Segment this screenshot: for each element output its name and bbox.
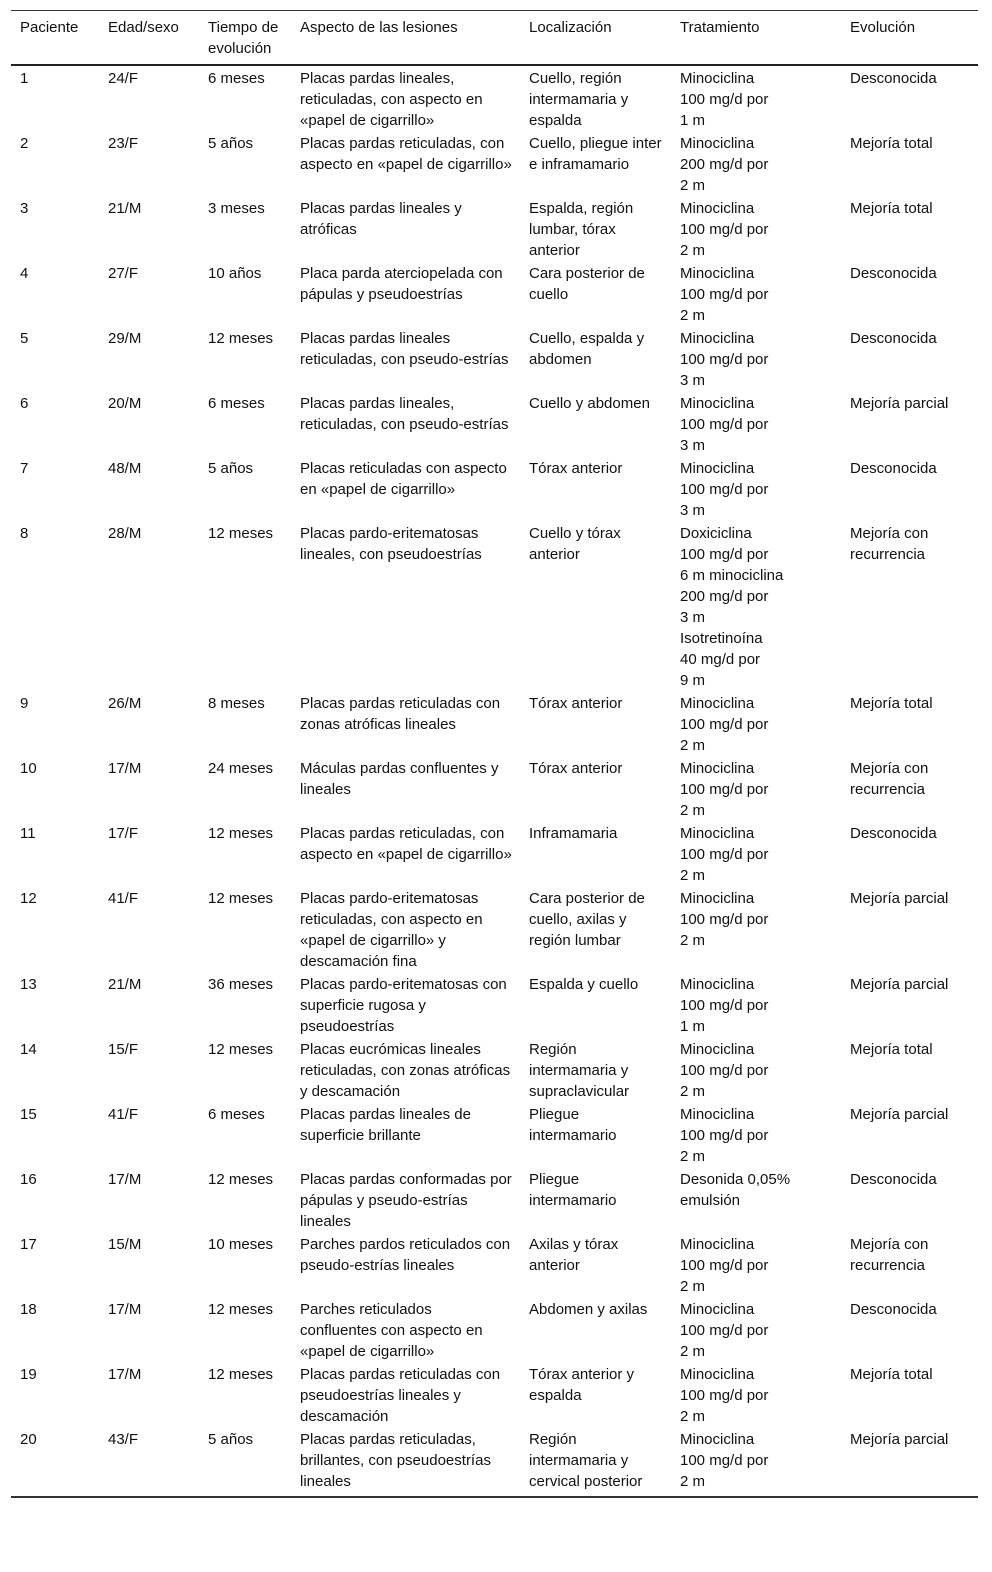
treatment-line: 2 m <box>680 867 706 884</box>
treatment-line: 100 mg/d por <box>680 1322 769 1339</box>
treatment-line: 2 m <box>680 1083 706 1100</box>
table-row <box>11 1038 978 1103</box>
table-row <box>11 1298 978 1363</box>
table-row <box>11 327 978 392</box>
cell-time: 3 meses <box>208 200 265 217</box>
cell-location: Tórax anterior <box>529 460 623 477</box>
treatment-line: Minociclina <box>680 70 755 87</box>
treatment-line: Minociclina <box>680 265 755 282</box>
cell-aspect: Placas pardas lineales, reticuladas, con pseudo-estrías <box>300 395 509 433</box>
treatment-line: Minociclina <box>680 460 755 477</box>
cell-aspect: Placas eucrómicas lineales reticuladas, con zonas atróficas y descamación <box>300 1041 511 1100</box>
treatment-line: 3 m <box>680 372 706 389</box>
cell-location: Espalda, región lumbar, tórax anterior <box>529 200 634 259</box>
cell-outcome: Mejoría total <box>850 695 933 712</box>
table-row <box>11 1428 978 1497</box>
cell-aspect: Placas pardo-eritematosas con superficie rugosa y pseudoestrías <box>300 976 507 1035</box>
treatment-line: 2 m <box>680 802 706 819</box>
cell-time: 12 meses <box>208 890 274 907</box>
cell-outcome: Mejoría con recurrencia <box>850 760 929 798</box>
cell-location: Cuello y tórax anterior <box>529 525 621 563</box>
cell-patient: 10 <box>20 760 37 777</box>
cell-aspect: Placas pardas reticuladas, con aspecto en «papel de cigarrillo» <box>300 135 512 173</box>
treatment-line: 100 mg/d por <box>680 1062 769 1079</box>
treatment-line: Minociclina <box>680 695 755 712</box>
cell-time: 5 años <box>208 1431 254 1448</box>
treatment-line: Minociclina <box>680 330 755 347</box>
table-row <box>11 887 978 973</box>
treatment-line: 100 mg/d por <box>680 781 769 798</box>
cell-location: Tórax anterior <box>529 760 623 777</box>
cell-location: Región intermamaria y supraclavicular <box>529 1041 630 1100</box>
cell-patient: 12 <box>20 890 37 907</box>
table-row <box>11 197 978 262</box>
treatment-line: 3 m <box>680 502 706 519</box>
table-row <box>11 65 978 132</box>
treatment-line: Minociclina <box>680 1041 755 1058</box>
treatment-line: 100 mg/d por <box>680 911 769 928</box>
cell-age-sex: 41/F <box>108 890 139 907</box>
cell-treatment <box>671 822 841 887</box>
treatment-line: 2 m <box>680 737 706 754</box>
cell-patient: 18 <box>20 1301 37 1318</box>
cell-aspect: Placas pardas lineales de superficie brillante <box>300 1106 471 1144</box>
treatment-line: Doxiciclina <box>680 525 752 542</box>
treatment-line: 2 m <box>680 242 706 259</box>
treatment-line: 200 mg/d por <box>680 156 769 173</box>
cell-time: 6 meses <box>208 1106 265 1123</box>
treatment-line: 100 mg/d por <box>680 351 769 368</box>
cell-age-sex: 23/F <box>108 135 139 152</box>
treatment-line: 100 mg/d por <box>680 1452 769 1469</box>
cell-time: 6 meses <box>208 70 265 87</box>
treatment-line: 2 m <box>680 1343 706 1360</box>
cell-time: 36 meses <box>208 976 274 993</box>
cell-age-sex: 15/M <box>108 1236 142 1253</box>
table-header <box>11 11 978 66</box>
cell-outcome: Desconocida <box>850 70 937 87</box>
cell-aspect: Placas pardas reticuladas con pseudoestrías lineales y descamación <box>300 1366 501 1425</box>
cell-age-sex: 21/M <box>108 976 142 993</box>
treatment-line: 100 mg/d por <box>680 91 769 108</box>
cell-age-sex: 28/M <box>108 525 142 542</box>
treatment-line: 2 m <box>680 932 706 949</box>
treatment-line: Minociclina <box>680 200 755 217</box>
cell-patient: 19 <box>20 1366 37 1383</box>
treatment-line: 9 m <box>680 672 706 689</box>
cell-patient: 20 <box>20 1431 37 1448</box>
cell-patient: 5 <box>20 330 29 347</box>
cell-time: 12 meses <box>208 525 274 542</box>
cell-time: 5 años <box>208 460 254 477</box>
cell-location: Región intermamaria y cervical posterior <box>529 1431 643 1490</box>
cell-treatment <box>671 65 841 132</box>
cell-treatment <box>671 262 841 327</box>
table-body <box>11 65 978 1497</box>
cell-age-sex: 48/M <box>108 460 142 477</box>
cell-time: 6 meses <box>208 395 265 412</box>
cell-patient: 15 <box>20 1106 37 1123</box>
cell-outcome: Mejoría parcial <box>850 1106 949 1123</box>
cell-aspect: Parches pardos reticulados con pseudo-estrías lineales <box>300 1236 511 1274</box>
treatment-line: 100 mg/d por <box>680 221 769 238</box>
cell-patient: 6 <box>20 395 29 412</box>
cell-patient: 11 <box>20 825 36 842</box>
cell-outcome: Desconocida <box>850 265 937 282</box>
treatment-line: Isotretinoína <box>680 630 763 647</box>
header-aspect: Aspecto de las lesiones <box>300 19 458 36</box>
cell-outcome: Mejoría total <box>850 135 933 152</box>
cell-age-sex: 20/M <box>108 395 142 412</box>
treatment-line: 2 m <box>680 307 706 324</box>
cell-time: 8 meses <box>208 695 265 712</box>
cell-time: 5 años <box>208 135 254 152</box>
cell-location: Pliegue intermamario <box>529 1171 617 1209</box>
treatment-line: 100 mg/d por <box>680 1257 769 1274</box>
cell-location: Tórax anterior <box>529 695 623 712</box>
table-row <box>11 1103 978 1168</box>
table-row <box>11 822 978 887</box>
treatment-line: 100 mg/d por <box>680 1127 769 1144</box>
cell-treatment <box>671 1168 841 1233</box>
cell-location: Axilas y tórax anterior <box>529 1236 619 1274</box>
treatment-line: Minociclina <box>680 1431 755 1448</box>
cell-aspect: Placas pardas conformadas por pápulas y pseudo-estrías lineales <box>300 1171 512 1230</box>
cell-treatment <box>671 392 841 457</box>
treatment-line: 6 m minociclina <box>680 567 784 584</box>
cell-patient: 16 <box>20 1171 37 1188</box>
treatment-line: Minociclina <box>680 825 755 842</box>
treatment-line: 3 m <box>680 437 706 454</box>
treatment-line: 2 m <box>680 177 706 194</box>
table-row <box>11 1168 978 1233</box>
treatment-line: 100 mg/d por <box>680 997 769 1014</box>
treatment-line: Minociclina <box>680 1366 755 1383</box>
cell-age-sex: 17/M <box>108 1366 142 1383</box>
cell-aspect: Placas pardas lineales, reticuladas, con aspecto en «papel de cigarrillo» <box>300 70 483 129</box>
table-row <box>11 1363 978 1428</box>
cell-age-sex: 17/M <box>108 1171 142 1188</box>
cell-treatment <box>671 327 841 392</box>
cell-treatment <box>671 1298 841 1363</box>
table-row <box>11 692 978 757</box>
cell-outcome: Mejoría parcial <box>850 395 949 412</box>
cell-patient: 13 <box>20 976 37 993</box>
cell-aspect: Placas pardo-eritematosas lineales, con pseudoestrías <box>300 525 482 563</box>
cell-treatment <box>671 692 841 757</box>
cell-outcome: Mejoría parcial <box>850 890 949 907</box>
cell-aspect: Parches reticulados confluentes con aspecto en «papel de cigarrillo» <box>300 1301 483 1360</box>
treatment-line: 100 mg/d por <box>680 846 769 863</box>
cell-time: 12 meses <box>208 1041 274 1058</box>
cell-aspect: Placas reticuladas con aspecto en «papel de cigarrillo» <box>300 460 507 498</box>
cell-age-sex: 29/M <box>108 330 142 347</box>
treatment-line: 2 m <box>680 1278 706 1295</box>
cell-patient: 8 <box>20 525 29 542</box>
cell-age-sex: 15/F <box>108 1041 139 1058</box>
table-row <box>11 392 978 457</box>
cell-location: Inframamaria <box>529 825 618 842</box>
cell-age-sex: 24/F <box>108 70 139 87</box>
cell-time: 12 meses <box>208 1171 274 1188</box>
header-outcome: Evolución <box>850 19 916 36</box>
cell-time: 10 meses <box>208 1236 274 1253</box>
treatment-line: 2 m <box>680 1473 706 1490</box>
treatment-line: 100 mg/d por <box>680 546 769 563</box>
cell-outcome: Mejoría con recurrencia <box>850 1236 929 1274</box>
treatment-line: 40 mg/d por <box>680 651 761 668</box>
cell-patient: 1 <box>20 70 29 87</box>
cell-location: Pliegue intermamario <box>529 1106 617 1144</box>
header-location: Localización <box>529 19 612 36</box>
cell-age-sex: 26/M <box>108 695 142 712</box>
treatment-line: 200 mg/d por <box>680 588 769 605</box>
cell-treatment <box>671 197 841 262</box>
cell-treatment <box>671 132 841 197</box>
cell-outcome: Desconocida <box>850 460 937 477</box>
cell-time: 10 años <box>208 265 262 282</box>
header-treatment: Tratamiento <box>680 19 760 36</box>
cell-location: Espalda y cuello <box>529 976 639 993</box>
cell-location: Cara posterior de cuello, axilas y región lumbar <box>529 890 645 949</box>
treatment-line: 2 m <box>680 1148 706 1165</box>
cell-age-sex: 27/F <box>108 265 139 282</box>
treatment-line: Desonida 0,05% emulsión <box>680 1171 795 1209</box>
cell-age-sex: 17/M <box>108 1301 142 1318</box>
treatment-line: 100 mg/d por <box>680 481 769 498</box>
cell-outcome: Mejoría total <box>850 1366 933 1383</box>
header-patient: Paciente <box>20 19 79 36</box>
cell-treatment <box>671 1038 841 1103</box>
cell-time: 12 meses <box>208 1366 274 1383</box>
treatment-line: 100 mg/d por <box>680 716 769 733</box>
treatment-line: 2 m <box>680 1408 706 1425</box>
cell-outcome: Desconocida <box>850 825 937 842</box>
cell-age-sex: 17/F <box>108 825 139 842</box>
cell-treatment <box>671 887 841 973</box>
treatment-line: Minociclina <box>680 135 755 152</box>
cell-age-sex: 21/M <box>108 200 142 217</box>
cell-outcome: Mejoría con recurrencia <box>850 525 929 563</box>
cell-outcome: Desconocida <box>850 1171 937 1188</box>
cell-treatment <box>671 1428 841 1497</box>
cell-outcome: Mejoría total <box>850 200 933 217</box>
cell-outcome: Mejoría parcial <box>850 976 949 993</box>
cell-aspect: Placas pardas lineales reticuladas, con pseudo-estrías <box>300 330 509 368</box>
cell-time: 12 meses <box>208 825 274 842</box>
cell-patient: 3 <box>20 200 29 217</box>
patients-table <box>11 10 978 1498</box>
treatment-line: 100 mg/d por <box>680 1387 769 1404</box>
cell-outcome: Mejoría total <box>850 1041 933 1058</box>
cell-aspect: Placa parda aterciopelada con pápulas y pseudoestrías <box>300 265 503 303</box>
table-row <box>11 973 978 1038</box>
cell-location: Cara posterior de cuello <box>529 265 645 303</box>
cell-aspect: Placas pardas lineales y atróficas <box>300 200 462 238</box>
cell-location: Tórax anterior y espalda <box>529 1366 635 1404</box>
cell-patient: 7 <box>20 460 29 477</box>
cell-location: Cuello y abdomen <box>529 395 650 412</box>
cell-time: 12 meses <box>208 1301 274 1318</box>
cell-location: Cuello, región intermamaria y espalda <box>529 70 629 129</box>
header-age-sex: Edad/sexo <box>108 19 179 36</box>
cell-aspect: Máculas pardas confluentes y lineales <box>300 760 499 798</box>
cell-treatment <box>671 757 841 822</box>
treatment-line: 3 m <box>680 609 706 626</box>
cell-location: Abdomen y axilas <box>529 1301 648 1318</box>
cell-aspect: Placas pardo-eritematosas reticuladas, con aspecto en «papel de cigarrillo» y descamación fina <box>300 890 483 970</box>
cell-time: 24 meses <box>208 760 274 777</box>
treatment-line: Minociclina <box>680 976 755 993</box>
table-row <box>11 757 978 822</box>
treatment-line: Minociclina <box>680 1301 755 1318</box>
cell-age-sex: 41/F <box>108 1106 139 1123</box>
treatment-line: Minociclina <box>680 890 755 907</box>
treatment-line: 100 mg/d por <box>680 416 769 433</box>
cell-treatment <box>671 1363 841 1428</box>
cell-age-sex: 43/F <box>108 1431 139 1448</box>
cell-treatment <box>671 1103 841 1168</box>
cell-outcome: Desconocida <box>850 330 937 347</box>
treatment-line: Minociclina <box>680 760 755 777</box>
treatment-line: Minociclina <box>680 1106 755 1123</box>
treatment-line: 100 mg/d por <box>680 286 769 303</box>
cell-outcome: Desconocida <box>850 1301 937 1318</box>
cell-outcome: Mejoría parcial <box>850 1431 949 1448</box>
cell-patient: 2 <box>20 135 29 152</box>
cell-treatment <box>671 1233 841 1298</box>
cell-location: Cuello, espalda y abdomen <box>529 330 645 368</box>
cell-treatment <box>671 973 841 1038</box>
header-time: Tiempo de evolución <box>208 19 279 57</box>
treatment-line: 1 m <box>680 112 706 129</box>
cell-treatment <box>671 457 841 522</box>
cell-aspect: Placas pardas reticuladas, con aspecto en «papel de cigarrillo» <box>300 825 512 863</box>
table-row <box>11 522 978 692</box>
table-row <box>11 457 978 522</box>
table-row <box>11 1233 978 1298</box>
cell-aspect: Placas pardas reticuladas con zonas atróficas lineales <box>300 695 501 733</box>
treatment-line: 1 m <box>680 1018 706 1035</box>
treatment-line: Minociclina <box>680 395 755 412</box>
cell-aspect: Placas pardas reticuladas, brillantes, con pseudoestrías lineales <box>300 1431 491 1490</box>
header-row <box>11 11 978 66</box>
cell-treatment <box>671 522 841 692</box>
cell-patient: 17 <box>20 1236 37 1253</box>
cell-patient: 14 <box>20 1041 37 1058</box>
treatment-line: Minociclina <box>680 1236 755 1253</box>
cell-location: Cuello, pliegue inter e inframamario <box>529 135 662 173</box>
cell-patient: 9 <box>20 695 29 712</box>
cell-time: 12 meses <box>208 330 274 347</box>
table-row <box>11 262 978 327</box>
cell-patient: 4 <box>20 265 29 282</box>
table-row <box>11 132 978 197</box>
cell-age-sex: 17/M <box>108 760 142 777</box>
